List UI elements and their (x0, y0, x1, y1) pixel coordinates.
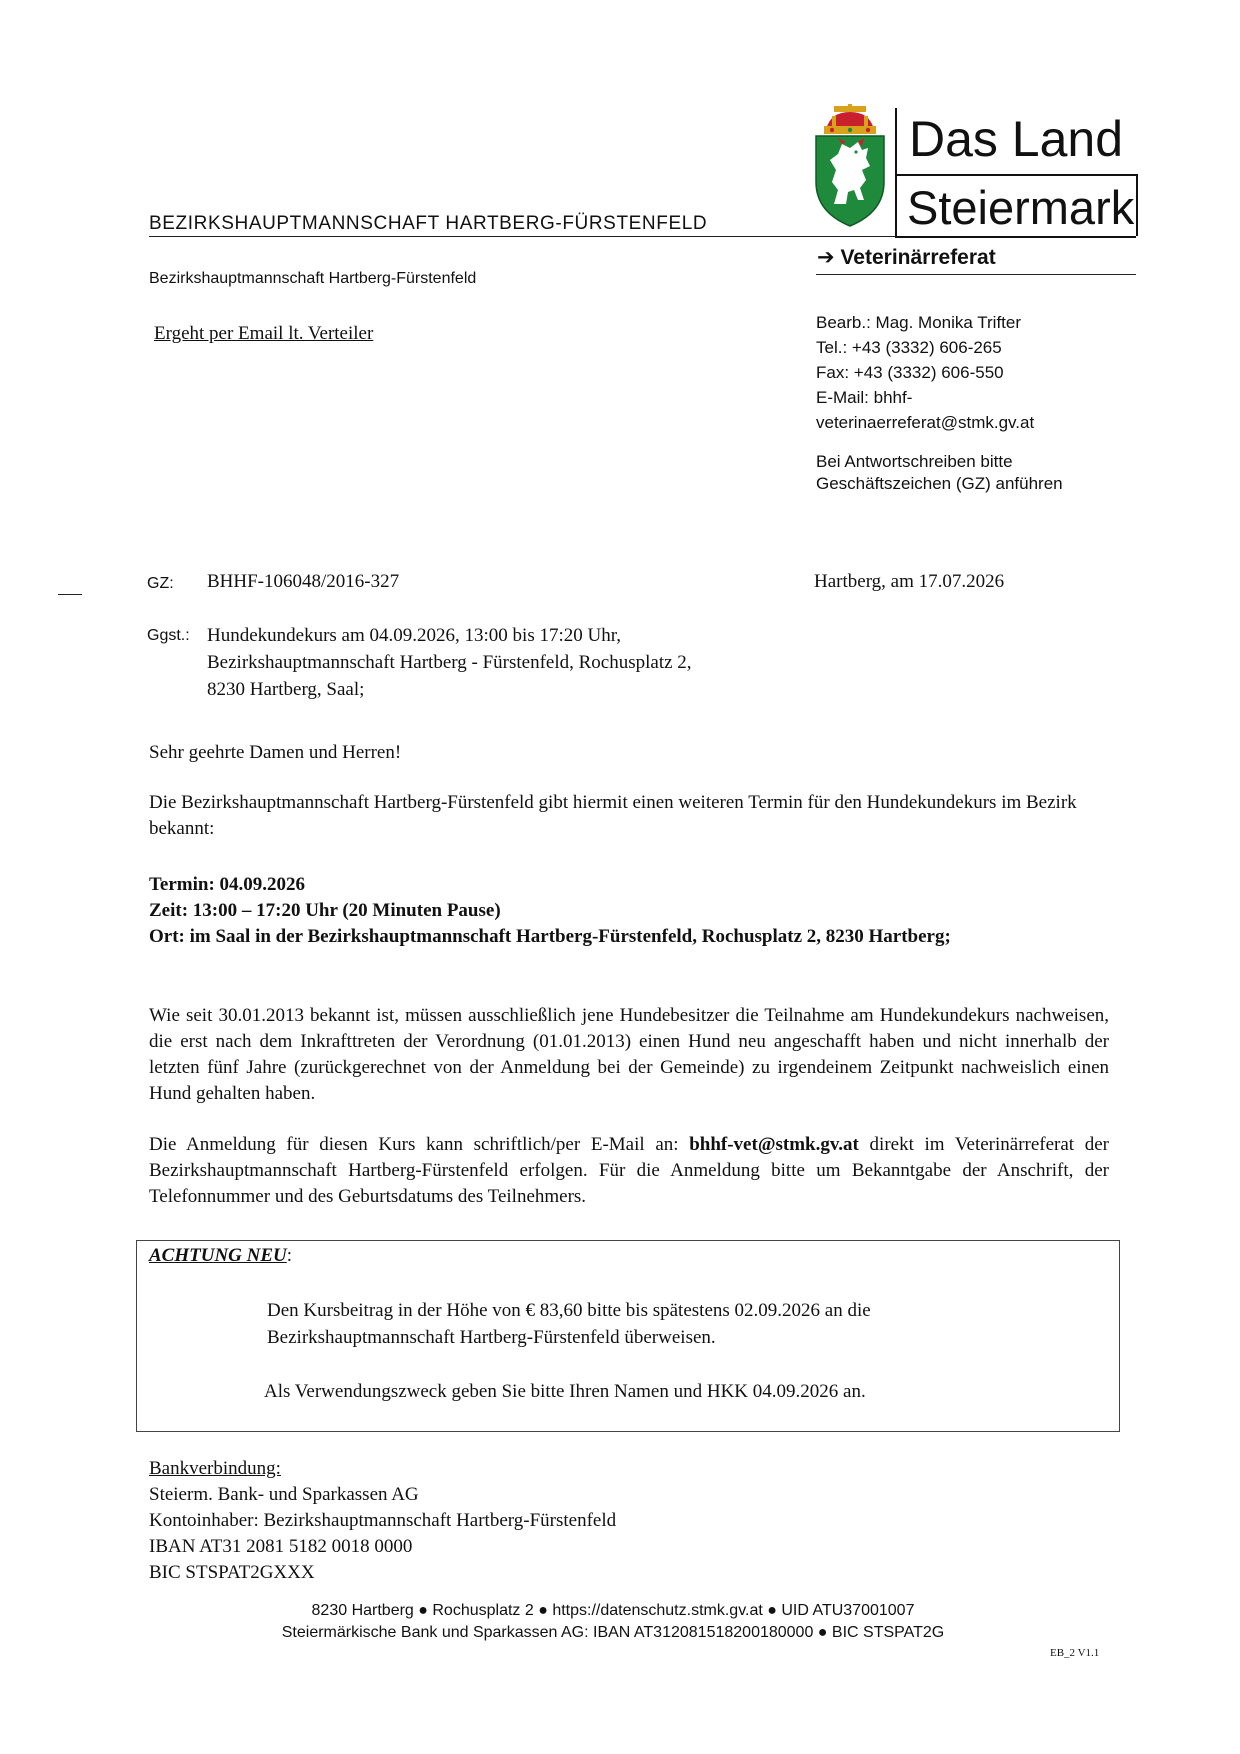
department-divider (816, 274, 1136, 275)
bank-name: Steierm. Bank- und Sparkassen AG (149, 1484, 419, 1505)
contact-block (816, 310, 1034, 435)
reply-note (816, 451, 1063, 495)
email-label: E-Mail: bhhf- (816, 388, 913, 407)
gz-value: BHHF-106048/2016-327 (207, 571, 400, 592)
notice-heading-suffix: : (286, 1245, 293, 1266)
appointment-time: Zeit: 13:00 – 17:20 Uhr (20 Minuten Pause) (149, 900, 501, 921)
phone-number: Tel.: +43 (3332) 606-265 (816, 338, 1002, 357)
logo-text-line1: Das Land (909, 111, 1124, 167)
subject (207, 622, 692, 703)
letter-date: Hartberg, am 17.07.2026 (814, 571, 1005, 592)
logo-text-line2: Steiermark (907, 181, 1135, 234)
fax-number: Fax: +43 (3332) 606-550 (816, 363, 1004, 382)
state-logo (812, 104, 1140, 240)
department-heading (817, 245, 996, 270)
reply-note-line: Geschäftszeichen (GZ) anführen (816, 474, 1063, 493)
handler-name: Bearb.: Mag. Monika Trifter (816, 313, 1022, 332)
fee-line: Den Kursbeitrag in der Höhe von € 83,60 bitte bis spätestens 02.09.2026 an die (267, 1300, 871, 1321)
department-name: Veterinärreferat (840, 246, 996, 269)
account-holder: Kontoinhaber: Bezirkshauptmannschaft Hartberg-Fürstenfeld (149, 1510, 617, 1531)
appointment-date: Termin: 04.09.2026 (149, 874, 306, 895)
fold-mark (58, 594, 82, 595)
subject-line: 8230 Hartberg, Saal; (207, 679, 365, 700)
reply-note-line: Bei Antwortschreiben bitte (816, 452, 1013, 471)
distribution-note: Ergeht per Email lt. Verteiler (154, 323, 374, 344)
registration-text: Die Anmeldung für diesen Kurs kann schriftlich/per E-Mail an: (149, 1134, 690, 1155)
fee-line: Bezirkshauptmannschaft Hartberg-Fürstenfeld überweisen. (267, 1327, 716, 1348)
subject-label: Ggst.: (147, 627, 190, 644)
intro-paragraph: Die Bezirkshauptmannschaft Hartberg-Fürstenfeld gibt hiermit einen weiteren Termin für den Hundekundekurs im Bezirk bekannt: (149, 792, 1077, 839)
form-code: EB_2 V1.1 (1050, 1647, 1100, 1659)
logo-wordmark (895, 108, 1136, 238)
subject-line: Hundekundekurs am 04.09.2026, 13:00 bis 17:20 Uhr, (207, 625, 622, 646)
registration-paragraph (149, 1132, 1109, 1210)
notice-heading-text: ACHTUNG NEU (149, 1245, 287, 1266)
info-paragraph: Wie seit 30.01.2013 bekannt ist, müssen ausschließlich jene Hundebesitzer die Teilnahme am Hundekundekurs nachweisen, die erst nach dem Inkrafttreten der Verordnung (01.01.2013) einen Hund neu angeschafft haben und nicht innerhalb der letzten fünf Jahre (zurückgerechnet von der Anmeldung bei der Gemeinde) zu irgendeinem Zeitpunkt nachweislich einen Hund gehalten haben. (149, 1005, 1109, 1104)
registration-text: direkt im Veterinärreferat der Bezirkshauptmannschaft Hartberg-Fürstenfeld erfolgen. Für die Anmeldung bitte um Bekanntgabe der Anschrift, der Telefonnummer und des Geburtsdatums des Teilnehmers. (149, 1134, 1110, 1207)
notice-heading (149, 1245, 292, 1267)
notice-box (136, 1240, 1120, 1432)
registration-email: bhhf-vet@stmk.gv.at (689, 1134, 859, 1155)
arrow-right-icon: ➔ (817, 246, 835, 269)
gz-label: GZ: (147, 575, 174, 592)
crest-icon (812, 104, 888, 228)
salutation: Sehr geehrte Damen und Herren! (149, 742, 402, 763)
payment-purpose: Als Verwendungszweck geben Sie bitte Ihren Namen und HKK 04.09.2026 an. (264, 1381, 866, 1402)
subject-line: Bezirkshauptmannschaft Hartberg - Fürstenfeld, Rochusplatz 2, (207, 652, 692, 673)
footer-bank: Steiermärkische Bank und Sparkassen AG: IBAN AT312081518200180000 ● BIC STSPAT2G (281, 1624, 945, 1641)
authority-subline: Bezirkshauptmannschaft Hartberg-Fürstenfeld (149, 270, 477, 287)
bank-details (149, 1456, 616, 1586)
appointment-block (149, 872, 1109, 950)
email-address: veterinaerreferat@stmk.gv.at (816, 413, 1035, 432)
appointment-place: Ort: im Saal in der Bezirkshauptmannschaft Hartberg-Fürstenfeld, Rochusplatz 2, 8230 Hartberg; (149, 926, 951, 947)
fee-text (267, 1297, 871, 1351)
bank-heading: Bankverbindung: (149, 1458, 281, 1479)
footer-address: 8230 Hartberg ● Rochusplatz 2 ● https://datenschutz.stmk.gv.at ● UID ATU37001007 (311, 1602, 915, 1619)
iban: IBAN AT31 2081 5182 0018 0000 (149, 1536, 413, 1557)
authority-title: BEZIRKSHAUPTMANNSCHAFT HARTBERG-FÜRSTENFELD (149, 213, 708, 234)
bic: BIC STSPAT2GXXX (149, 1562, 315, 1583)
